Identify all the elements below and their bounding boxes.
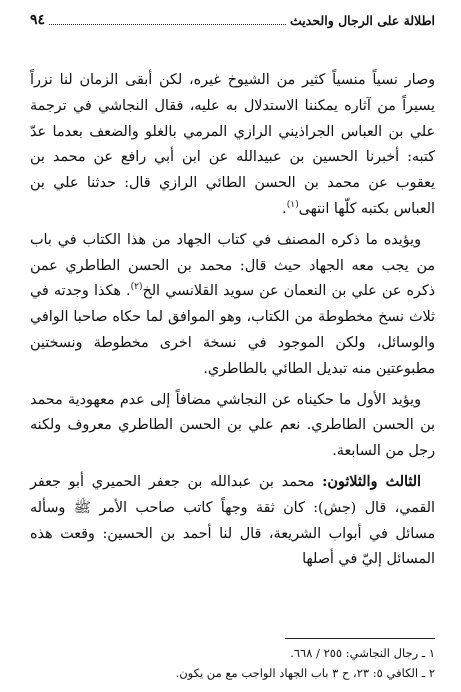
footnote-2: ٢ ـ الكافي ٥: ٢٣، ح ٣ باب الجهاد الواجب مع من يكون. bbox=[175, 666, 435, 680]
paragraph-1-tail: . bbox=[282, 200, 287, 217]
page-number: ٩٤ bbox=[30, 12, 46, 28]
paragraph-4 bbox=[30, 470, 435, 573]
paragraph-3 bbox=[30, 388, 435, 465]
footnote-ref-1: (١) bbox=[286, 200, 299, 211]
paragraph-2-tail: . هكذا وجدته في ثلاث نسخ مخطوطة من الكتاب، وهو الموافق لما حكاه صاحبا الوافي والوسائل، ولكن الموجود في نسخة اخرى مخطوطة ونسختين مطبوعتين منه تبديل الطائي بالطاطري. bbox=[30, 283, 435, 377]
paragraph-4-text: محمد بن عبدالله بن جعفر الحميري أبو جعفر القمي، قال (جش): كان ثقة وجهاً كاتب صاحب الأمر ﷺ وسأله مسائل في أبواب الشريعة، قال لنا أحمد بن الحسين: وقعت هذه المسائل إليّ في أصلها bbox=[30, 473, 435, 568]
running-header bbox=[30, 6, 435, 28]
footnotes bbox=[30, 643, 435, 683]
paragraph-3-text: ويؤيد الأول ما حكيناه عن النجاشي مضافاً إلى عدم معهودية محمد بن الحسن الطاطري. نعم علي بن الحسن الطاطري معروف ولكنه رجل من السابعة. bbox=[30, 391, 435, 460]
paragraph-4-heading: الثالث والثلاثون: bbox=[322, 473, 422, 490]
paragraph-2 bbox=[30, 228, 435, 383]
leader-dots bbox=[49, 23, 286, 25]
footnote-ref-2: (٢) bbox=[130, 282, 143, 293]
footnote-separator bbox=[285, 638, 435, 639]
paragraph-2-text: ويؤيده ما ذكره المصنف في كتاب الجهاد من هذا الكتاب في باب من يجب معه الجهاد حيث قال: محمد بن الحسن الطاطري عمن ذكره عن علي بن النعمان عن سويد القلانسي الخ bbox=[30, 231, 435, 300]
paragraph-1-text: وصار نسياً منسياً كثير من الشيوخ غيره، لكن أبقى الزمان لنا نزراً يسيراً من آثاره يمكننا الاستدلال به عليه، فقال النجاشي في ترجمة علي بن العباس الجراذيني الرازي المرمي بالغلو والضعف بعدما عدّ كتبه: أخبرنا الحسين بن عبيدالله عن ابن أبي رافع عن محمد بن يعقوب عن محمد بن الحسن الطائي الرازي قال: حدثنا علي بن العباس بكتبه كلّها انتهى bbox=[30, 72, 435, 217]
paragraph-1 bbox=[30, 68, 435, 223]
running-title: اطلالة على الرجال والحديث bbox=[290, 13, 435, 28]
footnote-1: ١ ـ رجال النجاشي: ٢٥٥ / ٦٦٨. bbox=[290, 646, 435, 660]
main-text bbox=[30, 68, 435, 578]
